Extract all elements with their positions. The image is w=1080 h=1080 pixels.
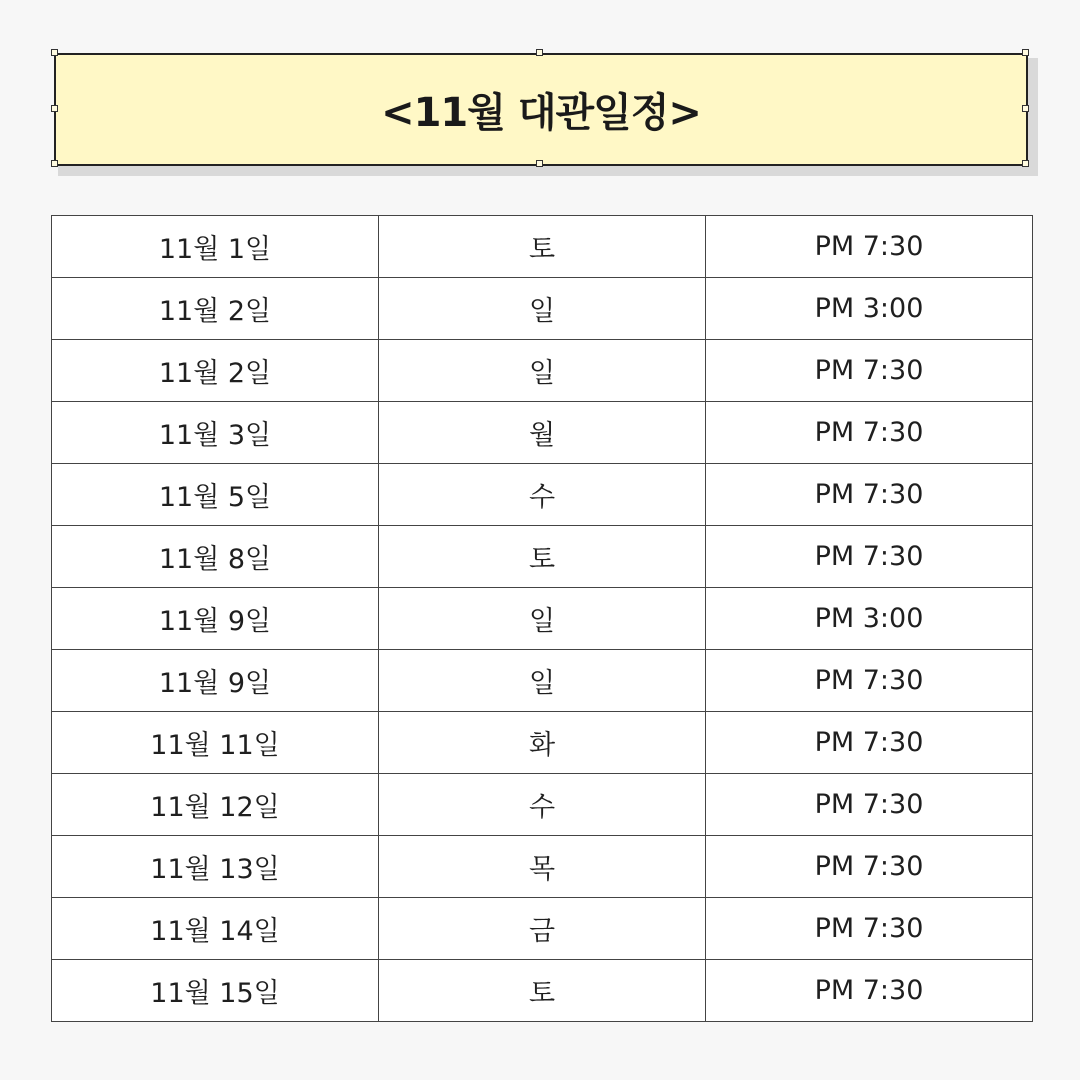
- weekday-cell[interactable]: 수: [379, 774, 706, 836]
- table-row: [52, 774, 1033, 836]
- time-cell[interactable]: PM 7:30: [706, 774, 1033, 836]
- weekday-cell[interactable]: 월: [379, 402, 706, 464]
- resize-handle-bottom-center[interactable]: [536, 160, 543, 167]
- date-cell[interactable]: 11월 9일: [52, 588, 379, 650]
- schedule-table: [51, 215, 1033, 1022]
- weekday-cell[interactable]: 일: [379, 588, 706, 650]
- table-row: [52, 712, 1033, 774]
- date-cell[interactable]: 11월 1일: [52, 216, 379, 278]
- weekday-cell[interactable]: 금: [379, 898, 706, 960]
- weekday-cell[interactable]: 화: [379, 712, 706, 774]
- date-cell[interactable]: 11월 9일: [52, 650, 379, 712]
- date-cell[interactable]: 11월 13일: [52, 836, 379, 898]
- date-cell[interactable]: 11월 12일: [52, 774, 379, 836]
- time-cell[interactable]: PM 7:30: [706, 712, 1033, 774]
- date-cell[interactable]: 11월 2일: [52, 278, 379, 340]
- time-cell[interactable]: PM 7:30: [706, 340, 1033, 402]
- time-cell[interactable]: PM 7:30: [706, 836, 1033, 898]
- table-row: [52, 960, 1033, 1022]
- weekday-cell[interactable]: 목: [379, 836, 706, 898]
- table-row: [52, 650, 1033, 712]
- title-text-box[interactable]: [54, 53, 1028, 166]
- date-cell[interactable]: 11월 8일: [52, 526, 379, 588]
- resize-handle-top-center[interactable]: [536, 49, 543, 56]
- weekday-cell[interactable]: 일: [379, 278, 706, 340]
- table-row: [52, 588, 1033, 650]
- weekday-cell[interactable]: 일: [379, 650, 706, 712]
- resize-handle-top-right[interactable]: [1022, 49, 1029, 56]
- resize-handle-middle-right[interactable]: [1022, 105, 1029, 112]
- resize-handle-bottom-right[interactable]: [1022, 160, 1029, 167]
- table-row: [52, 898, 1033, 960]
- time-cell[interactable]: PM 7:30: [706, 402, 1033, 464]
- time-cell[interactable]: PM 7:30: [706, 216, 1033, 278]
- table-row: [52, 836, 1033, 898]
- weekday-cell[interactable]: 토: [379, 960, 706, 1022]
- date-cell[interactable]: 11월 5일: [52, 464, 379, 526]
- time-cell[interactable]: PM 3:00: [706, 588, 1033, 650]
- weekday-cell[interactable]: 토: [379, 216, 706, 278]
- resize-handle-top-left[interactable]: [51, 49, 58, 56]
- weekday-cell[interactable]: 토: [379, 526, 706, 588]
- time-cell[interactable]: PM 7:30: [706, 960, 1033, 1022]
- time-cell[interactable]: PM 3:00: [706, 278, 1033, 340]
- table-row: [52, 216, 1033, 278]
- time-cell[interactable]: PM 7:30: [706, 464, 1033, 526]
- table-row: [52, 402, 1033, 464]
- table-row: [52, 526, 1033, 588]
- time-cell[interactable]: PM 7:30: [706, 650, 1033, 712]
- weekday-cell[interactable]: 일: [379, 340, 706, 402]
- table-row: [52, 340, 1033, 402]
- page-title: <11월 대관일정>: [381, 90, 701, 136]
- date-cell[interactable]: 11월 2일: [52, 340, 379, 402]
- resize-handle-middle-left[interactable]: [51, 105, 58, 112]
- table-row: [52, 464, 1033, 526]
- time-cell[interactable]: PM 7:30: [706, 898, 1033, 960]
- date-cell[interactable]: 11월 15일: [52, 960, 379, 1022]
- weekday-cell[interactable]: 수: [379, 464, 706, 526]
- date-cell[interactable]: 11월 11일: [52, 712, 379, 774]
- time-cell[interactable]: PM 7:30: [706, 526, 1033, 588]
- table-row: [52, 278, 1033, 340]
- date-cell[interactable]: 11월 3일: [52, 402, 379, 464]
- resize-handle-bottom-left[interactable]: [51, 160, 58, 167]
- date-cell[interactable]: 11월 14일: [52, 898, 379, 960]
